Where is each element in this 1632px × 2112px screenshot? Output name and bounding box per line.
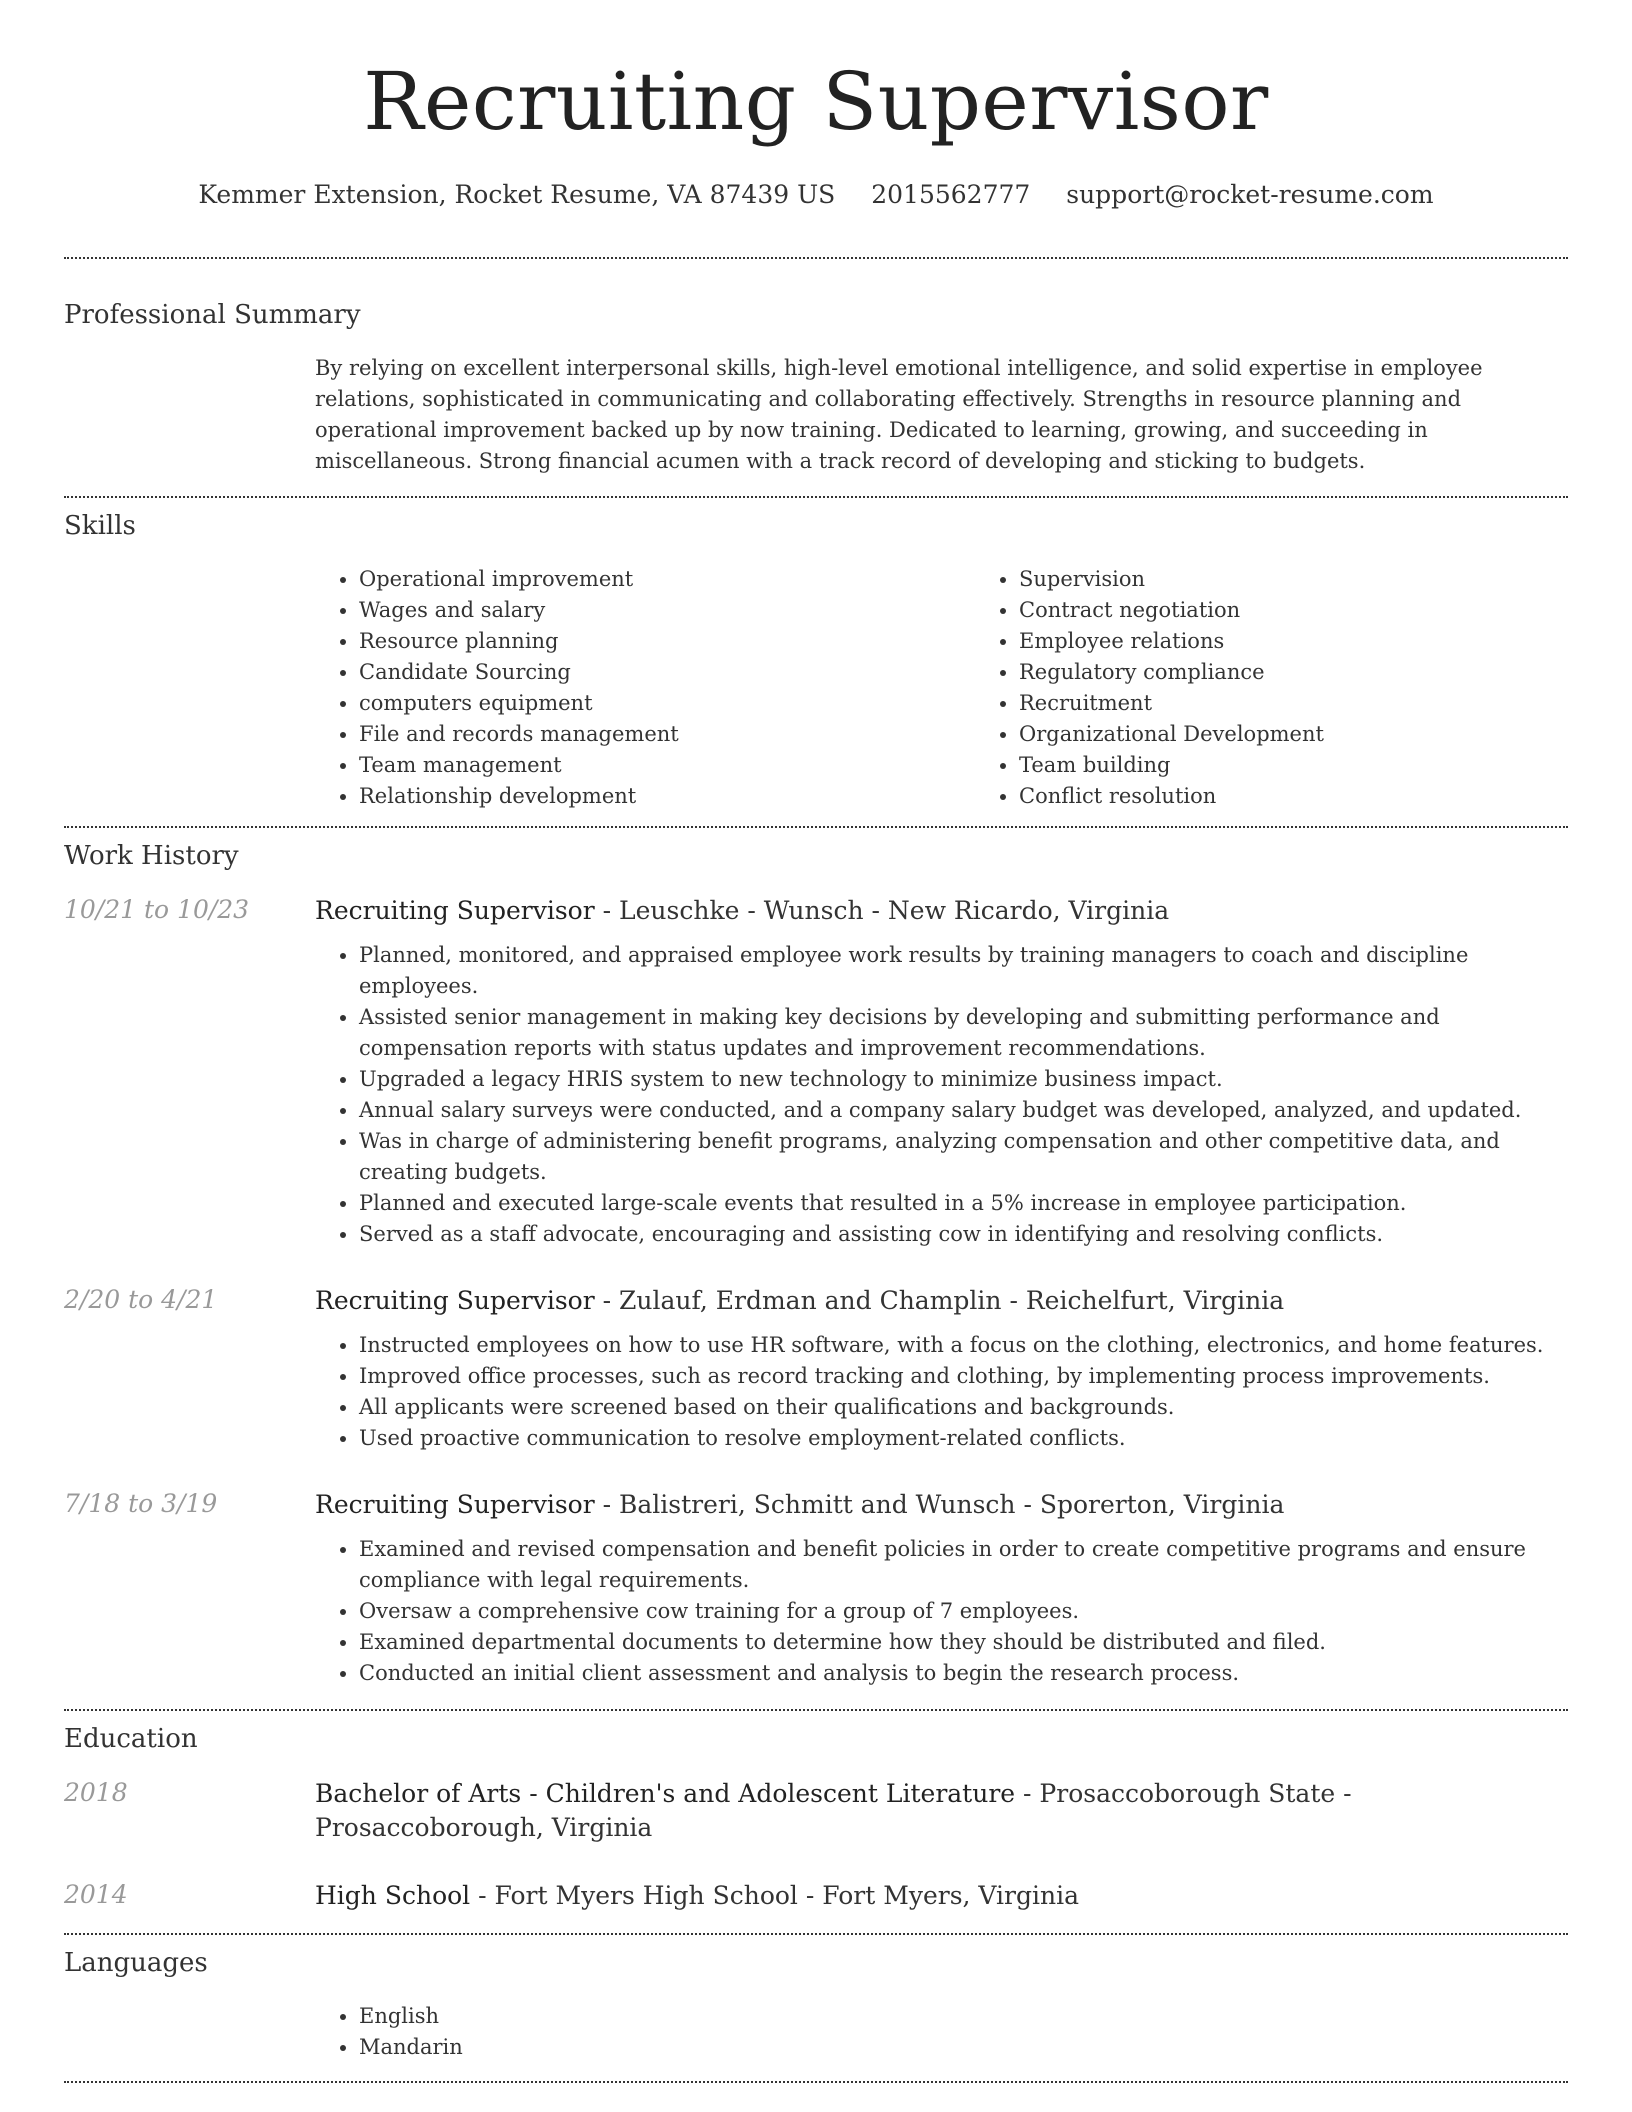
education-entry	[64, 1777, 1568, 1845]
languages-section	[0, 1935, 1632, 2063]
skills-section	[0, 498, 1632, 812]
email: support@rocket-resume.com	[1066, 180, 1434, 209]
skills-list-right	[975, 564, 1632, 812]
address: Kemmer Extension, Rocket Resume, VA 87439 US	[198, 180, 836, 209]
skill-item: • Relationship development	[359, 781, 975, 812]
education-entry	[64, 1879, 1568, 1913]
skill-item: • Supervision	[1019, 564, 1632, 595]
skill-item: • Operational improvement	[359, 564, 975, 595]
job-bullet: • Conducted an initial client assessment and analysis to begin the research process.	[359, 1658, 1568, 1689]
job-bullets	[315, 1534, 1568, 1689]
language-item: • English	[359, 2001, 1568, 2032]
job-bullet: • Planned, monitored, and appraised employee work results by training managers to coach and discipline employees.	[359, 940, 1568, 1002]
work-section	[0, 828, 1632, 1689]
job-dates: 10/21 to 10/23	[64, 895, 250, 924]
job-bullet: • Instructed employees on how to use HR software, with a focus on the clothing, electronics, and home features.	[359, 1330, 1568, 1361]
job-bullet: • Was in charge of administering benefit programs, analyzing compensation and other competitive data, and creating budgets.	[359, 1126, 1568, 1188]
job-bullet: • Upgraded a legacy HRIS system to new technology to minimize business impact.	[359, 1064, 1568, 1095]
skill-item: • Employee relations	[1019, 626, 1632, 657]
section-title-education: Education	[64, 1724, 198, 1754]
section-title-skills: Skills	[64, 511, 136, 541]
job-bullet: • All applicants were screened based on their qualifications and backgrounds.	[359, 1392, 1568, 1423]
job-title: Recruiting Supervisor - Balistreri, Schmitt and Wunsch - Sporerton, Virginia	[315, 1490, 1285, 1519]
contact-line	[0, 180, 1632, 210]
job-entry	[64, 894, 1568, 1250]
languages-list	[315, 2001, 1568, 2063]
skill-item: • Team management	[359, 750, 975, 781]
job-dates: 2/20 to 4/21	[64, 1285, 218, 1314]
job-bullet: • Assisted senior management in making key decisions by developing and submitting performance and compensation reports with status updates and improvement recommendations.	[359, 1002, 1568, 1064]
section-title-languages: Languages	[64, 1948, 208, 1978]
job-bullet: • Annual salary surveys were conducted, and a company salary budget was developed, analyzed, and updated.	[359, 1095, 1568, 1126]
skills-list-left	[315, 564, 975, 812]
candidate-name: Recruiting Supervisor	[363, 55, 1269, 148]
job-bullets	[315, 1330, 1568, 1454]
education-title: Bachelor of Arts - Children's and Adolescent Literature - Prosaccoborough State - Prosaccoborough, Virginia	[315, 1779, 1352, 1842]
section-title-work: Work History	[64, 841, 239, 871]
phone: 2015562777	[871, 180, 1031, 209]
education-year: 2014	[64, 1880, 128, 1909]
education-section	[0, 1711, 1632, 1913]
summary-text: By relying on excellent interpersonal skills, high-level emotional intelligence, and solid expertise in employee relations, sophisticated in communicating and collaborating effectively. Strengths in resource planning and operational improvement backed up by now training. Dedicated to learning, growing, and succeeding in miscellaneous. Strong financial acumen with a track record of developing and sticking to budgets.	[315, 356, 1483, 473]
skill-item: • Candidate Sourcing	[359, 657, 975, 688]
job-bullet: • Examined departmental documents to determine how they should be distributed and filed.	[359, 1627, 1568, 1658]
skill-item: • File and records management	[359, 719, 975, 750]
job-bullet: • Examined and revised compensation and benefit policies in order to create competitive programs and ensure compliance with legal requirements.	[359, 1534, 1568, 1596]
skill-item: • Team building	[1019, 750, 1632, 781]
job-bullet: • Improved office processes, such as record tracking and clothing, by implementing process improvements.	[359, 1361, 1568, 1392]
skill-item: • Regulatory compliance	[1019, 657, 1632, 688]
skill-item: • Contract negotiation	[1019, 595, 1632, 626]
section-title-summary: Professional Summary	[64, 300, 361, 330]
job-bullet: • Used proactive communication to resolve employment-related conflicts.	[359, 1423, 1568, 1454]
skill-item: • Conflict resolution	[1019, 781, 1632, 812]
skill-item: • Wages and salary	[359, 595, 975, 626]
job-bullet: • Served as a staff advocate, encouraging and assisting cow in identifying and resolving conflicts.	[359, 1219, 1568, 1250]
education-year: 2018	[64, 1778, 128, 1807]
education-title: High School - Fort Myers High School - Fort Myers, Virginia	[315, 1881, 1079, 1910]
resume-header	[0, 0, 1632, 210]
job-bullets	[315, 940, 1568, 1250]
skill-item: • Organizational Development	[1019, 719, 1632, 750]
skill-item: • Recruitment	[1019, 688, 1632, 719]
job-bullet: • Planned and executed large-scale events that resulted in a 5% increase in employee participation.	[359, 1188, 1568, 1219]
language-item: • Mandarin	[359, 2032, 1568, 2063]
divider	[64, 2081, 1568, 2083]
job-entry	[64, 1284, 1568, 1454]
job-title: Recruiting Supervisor - Leuschke - Wunsch - New Ricardo, Virginia	[315, 896, 1170, 925]
skill-item: • computers equipment	[359, 688, 975, 719]
skill-item: • Resource planning	[359, 626, 975, 657]
summary-section	[0, 259, 1632, 477]
job-dates: 7/18 to 3/19	[64, 1489, 218, 1518]
job-title: Recruiting Supervisor - Zulauf, Erdman and Champlin - Reichelfurt, Virginia	[315, 1286, 1285, 1315]
job-bullet: • Oversaw a comprehensive cow training for a group of 7 employees.	[359, 1596, 1568, 1627]
job-entry	[64, 1488, 1568, 1689]
